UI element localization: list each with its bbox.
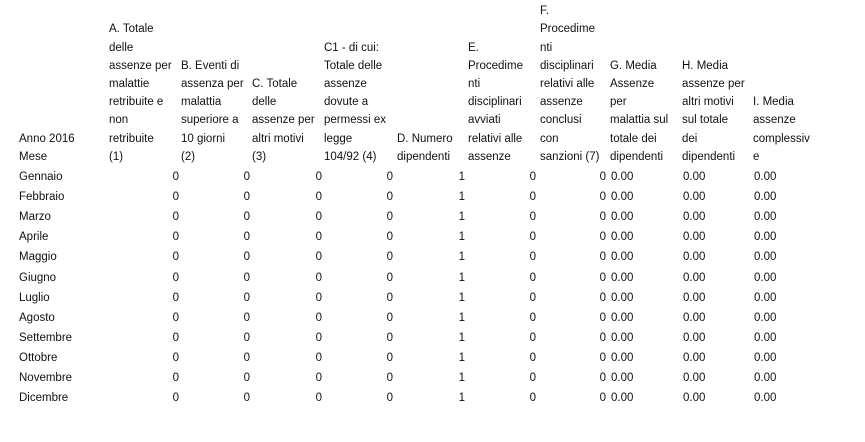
value-cell: 0.00: [611, 191, 634, 204]
value-cell: 0.00: [754, 231, 777, 244]
value-cell: 0: [386, 311, 393, 324]
value-cell: 0: [315, 191, 322, 204]
value-cell: 0: [243, 351, 250, 364]
month-cell: Aprile: [19, 231, 49, 244]
value-cell: 0: [315, 251, 322, 264]
value-cell: 0.00: [683, 171, 706, 183]
month-cell: Agosto: [19, 311, 55, 324]
value-cell: 0: [386, 211, 393, 224]
value-cell: 0: [386, 251, 393, 264]
table-row: [0, 247, 865, 267]
value-cell: 0: [315, 211, 322, 224]
value-cell: 0: [599, 291, 606, 304]
value-cell: 0: [599, 372, 606, 384]
value-cell: 0.00: [683, 351, 706, 364]
value-cell: 1: [458, 171, 465, 183]
value-cell: 0.00: [611, 211, 634, 224]
value-cell: 0.00: [754, 311, 777, 324]
value-cell: 0: [386, 231, 393, 244]
value-cell: 0: [529, 231, 536, 244]
value-cell: 0: [529, 251, 536, 264]
value-cell: 1: [458, 392, 465, 405]
value-cell: 0.00: [611, 251, 634, 264]
value-cell: 0: [599, 171, 606, 183]
value-cell: 1: [458, 211, 465, 224]
value-cell: 0.00: [754, 251, 777, 264]
value-cell: 0.00: [611, 372, 634, 384]
table-row: [0, 328, 865, 348]
value-cell: 0: [172, 331, 179, 344]
value-cell: 0.00: [754, 351, 777, 364]
value-cell: 1: [458, 231, 465, 244]
month-cell: Ottobre: [19, 351, 58, 364]
value-cell: 0: [243, 291, 250, 304]
value-cell: 0: [315, 311, 322, 324]
value-cell: 0.00: [611, 171, 634, 183]
value-cell: 0: [172, 372, 179, 384]
value-cell: 0: [315, 271, 322, 284]
value-cell: 0: [386, 351, 393, 364]
value-cell: 0: [599, 311, 606, 324]
column-header: F. Procedime nti disciplinari relativi alle assenze conclusi con sanzioni (7): [540, 5, 600, 163]
value-cell: 0: [529, 372, 536, 384]
value-cell: 1: [458, 291, 465, 304]
table-row: [0, 227, 865, 247]
column-header: G. Media Assenze per malattia sul totale dei dipendenti: [610, 59, 669, 163]
value-cell: 0: [599, 211, 606, 224]
value-cell: 0: [599, 331, 606, 344]
value-cell: 0: [243, 231, 250, 244]
value-cell: 0: [315, 291, 322, 304]
month-column-header: Anno 2016 Mese: [19, 132, 75, 163]
value-cell: 0: [315, 171, 322, 183]
value-cell: 0: [386, 171, 393, 183]
column-header: A. Totale delle assenze per malattie retribuite e non retribuite (1): [109, 23, 172, 163]
value-cell: 0: [315, 331, 322, 344]
column-header: B. Eventi di assenza per malattia superiore a 10 giorni (2): [181, 59, 244, 163]
value-cell: 0: [599, 191, 606, 204]
value-cell: 1: [458, 271, 465, 284]
value-cell: 0: [315, 392, 322, 405]
value-cell: 0.00: [611, 231, 634, 244]
value-cell: 0: [599, 351, 606, 364]
value-cell: 0.00: [683, 311, 706, 324]
value-cell: 0.00: [754, 291, 777, 304]
table-row: [0, 207, 865, 227]
value-cell: 0: [529, 211, 536, 224]
month-cell: Febbraio: [19, 191, 65, 204]
value-cell: 1: [458, 372, 465, 384]
value-cell: 0: [599, 271, 606, 284]
value-cell: 0: [599, 231, 606, 244]
month-cell: Novembre: [19, 372, 73, 384]
value-cell: 0: [315, 372, 322, 384]
value-cell: 0.00: [683, 271, 706, 284]
value-cell: 0: [529, 331, 536, 344]
value-cell: 0: [386, 331, 393, 344]
value-cell: 0.00: [754, 211, 777, 224]
value-cell: 0: [386, 191, 393, 204]
value-cell: 0.00: [611, 331, 634, 344]
value-cell: 0: [172, 271, 179, 284]
value-cell: 0.00: [683, 191, 706, 204]
value-cell: 1: [458, 251, 465, 264]
value-cell: 0: [172, 231, 179, 244]
table-row: [0, 288, 865, 308]
column-header: H. Media assenze per altri motivi sul totale dei dipendenti: [682, 59, 745, 163]
value-cell: 0: [386, 271, 393, 284]
value-cell: 0: [243, 311, 250, 324]
value-cell: 0.00: [683, 291, 706, 304]
value-cell: 0.00: [683, 251, 706, 264]
value-cell: 0.00: [683, 392, 706, 405]
value-cell: 0: [243, 372, 250, 384]
table-row: [0, 348, 865, 368]
value-cell: 0.00: [683, 231, 706, 244]
value-cell: 0: [529, 271, 536, 284]
value-cell: 0.00: [611, 311, 634, 324]
value-cell: 0: [243, 392, 250, 405]
value-cell: 0: [172, 171, 179, 183]
value-cell: 1: [458, 351, 465, 364]
value-cell: 0.00: [611, 351, 634, 364]
value-cell: 0: [172, 311, 179, 324]
month-cell: Marzo: [19, 211, 51, 224]
month-cell: Maggio: [19, 251, 57, 264]
value-cell: 0.00: [754, 392, 777, 405]
value-cell: 0: [599, 251, 606, 264]
column-header: C1 - di cui: Totale delle assenze dovute a permessi ex legge 104/92 (4): [324, 41, 386, 163]
value-cell: 1: [458, 311, 465, 324]
value-cell: 1: [458, 191, 465, 204]
month-cell: Giugno: [19, 271, 57, 284]
value-cell: 0.00: [754, 271, 777, 284]
month-cell: Luglio: [19, 291, 50, 304]
value-cell: 0: [172, 291, 179, 304]
value-cell: 0: [243, 271, 250, 284]
value-cell: 0.00: [683, 331, 706, 344]
value-cell: 0.00: [754, 372, 777, 384]
value-cell: 0.00: [611, 392, 634, 405]
value-cell: 0: [172, 351, 179, 364]
value-cell: 0: [243, 331, 250, 344]
value-cell: 0: [529, 351, 536, 364]
table-row: [0, 368, 865, 388]
value-cell: 0: [386, 372, 393, 384]
value-cell: 0: [386, 291, 393, 304]
value-cell: 0: [529, 291, 536, 304]
value-cell: 0: [172, 251, 179, 264]
table-row: [0, 187, 865, 207]
value-cell: 0.00: [754, 171, 777, 183]
value-cell: 0: [315, 231, 322, 244]
value-cell: 0.00: [611, 291, 634, 304]
column-header: E. Procedime nti disciplinari avviati relativi alle assenze: [468, 41, 523, 163]
value-cell: 0: [172, 191, 179, 204]
value-cell: 0: [243, 251, 250, 264]
value-cell: 0: [172, 211, 179, 224]
value-cell: 0.00: [754, 331, 777, 344]
column-header: D. Numero dipendenti: [397, 132, 453, 163]
table-row: [0, 308, 865, 328]
value-cell: 0: [243, 171, 250, 183]
value-cell: 0: [599, 392, 606, 405]
value-cell: 0: [172, 392, 179, 405]
value-cell: 1: [458, 331, 465, 344]
value-cell: 0: [529, 191, 536, 204]
month-cell: Gennaio: [19, 171, 63, 183]
value-cell: 0.00: [683, 372, 706, 384]
column-header: I. Media assenze complessiv e: [753, 96, 810, 163]
month-cell: Dicembre: [19, 392, 69, 405]
column-header: C. Totale delle assenze per altri motivi (3): [252, 77, 315, 163]
value-cell: 0: [243, 191, 250, 204]
value-cell: 0: [529, 171, 536, 183]
value-cell: 0: [529, 311, 536, 324]
table-row: [0, 167, 865, 187]
table-row: [0, 268, 865, 288]
value-cell: 0.00: [683, 211, 706, 224]
value-cell: 0.00: [611, 271, 634, 284]
value-cell: 0: [386, 392, 393, 405]
value-cell: 0: [529, 392, 536, 405]
value-cell: 0: [315, 351, 322, 364]
table-row: [0, 388, 865, 408]
value-cell: 0: [243, 211, 250, 224]
month-cell: Settembre: [19, 331, 73, 344]
value-cell: 0.00: [754, 191, 777, 204]
